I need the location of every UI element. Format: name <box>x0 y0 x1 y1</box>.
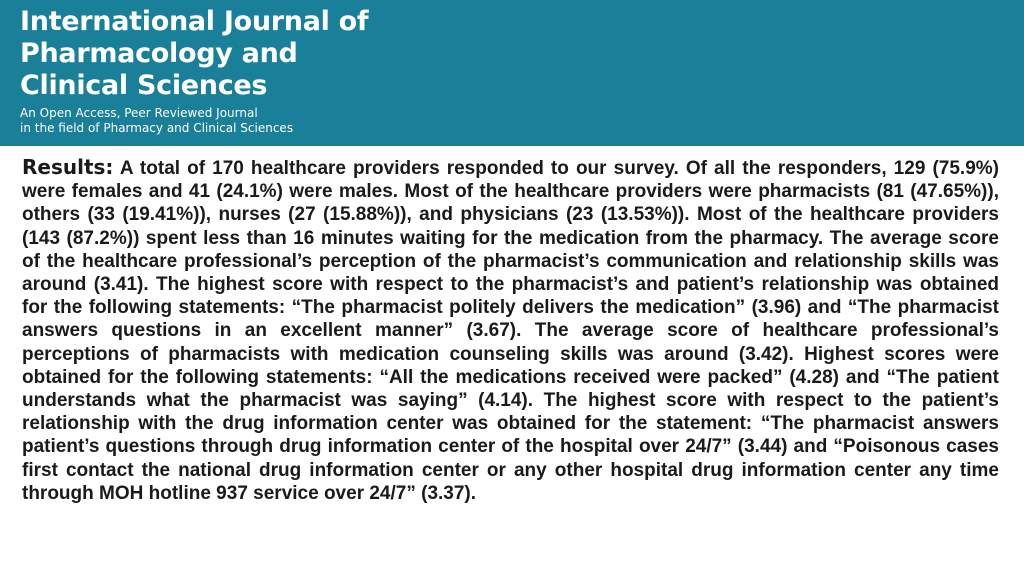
journal-subtitle-line-2: in the field of Pharmacy and Clinical Sciences <box>20 121 294 135</box>
journal-title-line-2: Pharmacology and <box>20 38 298 69</box>
journal-title-line-1: International Journal of <box>20 6 369 37</box>
journal-title <box>20 6 368 102</box>
journal-subtitle-line-1: An Open Access, Peer Reviewed Journal <box>20 106 258 120</box>
results-heading: Results: <box>22 155 114 179</box>
results-paragraph <box>22 156 999 505</box>
journal-subtitle <box>20 106 293 136</box>
results-body: A total of 170 healthcare providers responded to our survey. Of all the responders, 129 (75.9%) were females and 41 (24.1%) were males. Most of the healthcare providers were pharmacists (81 (47.65%)), others (33 (19.41%)), nurses (27 (15.88%)), and physicians (23 (13.53%)). Most of the healthcare providers (143 (87.2%)) spent less than 16 minutes waiting for the medication from the pharmacy. The average score of the healthcare professional’s perception of the pharmacist’s communication and relationship skills was around (3.41). The highest score with respect to the pharmacist’s and patient’s relationship was obtained for the following statements: “The pharmacist politely delivers the medication” (3.96) and “The pharmacist answers questions in an excellent manner” (3.67). The average score of healthcare professional’s perceptions of pharmacists with medication counseling skills was around (3.42). Highest scores were obtained for the following statements: “All the medications received were packed” (4.28) and “The patient understands what the pharmacist was saying” (4.14). The highest score with respect to the patient’s relationship with the drug information center was obtained for the statement: “The pharmacist answers patient’s questions through drug information center of the hospital over 24/7” (3.44) and “Poisonous cases first contact the national drug information center or any other hospital drug information center any time through MOH hotline 937 service over 24/7” (3.37). <box>22 158 999 504</box>
journal-banner <box>0 0 1024 146</box>
journal-title-line-3: Clinical Sciences <box>20 70 268 101</box>
